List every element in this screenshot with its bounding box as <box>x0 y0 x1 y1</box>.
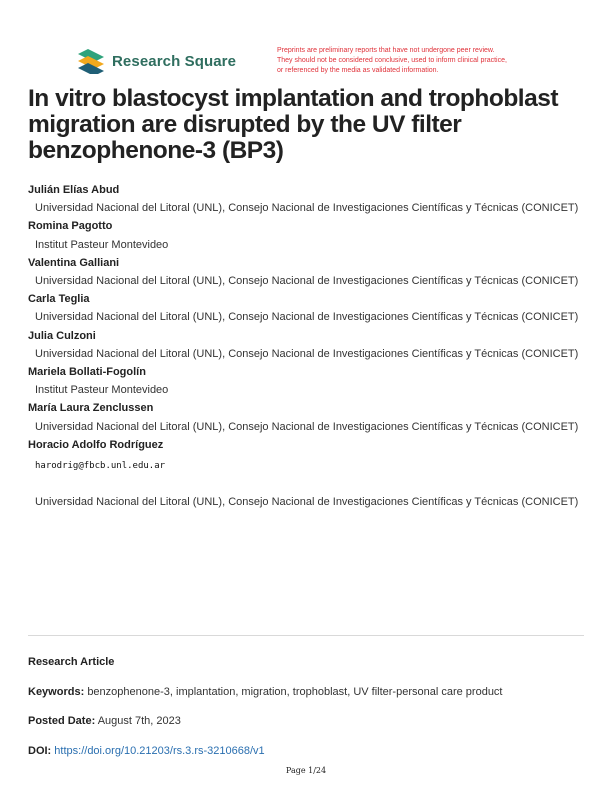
logo-text: Research Square <box>112 52 237 70</box>
author-name: María Laura Zenclussen <box>28 402 154 415</box>
article-type: Research Article <box>28 656 115 668</box>
keywords-value: benzophenone-3, implantation, migration, trophoblast, UV filter-personal care product <box>87 686 503 698</box>
disclaimer-line: Preprints are preliminary reports that have not undergone peer review. <box>277 47 495 54</box>
author-affiliation: Universidad Nacional del Litoral (UNL), Consejo Nacional de Investigaciones Científicas y Técnicas (CONICET) <box>35 420 579 433</box>
research-square-logo-icon <box>76 48 106 74</box>
author-affiliation: Institut Pasteur Montevideo <box>35 238 169 251</box>
disclaimer-line: or referenced by the media as validated information. <box>277 67 439 74</box>
page-number: Page 1/24 <box>285 766 327 775</box>
author-entry <box>28 436 590 512</box>
author-name: Julián Elías Abud <box>28 184 120 196</box>
author-list <box>28 181 590 511</box>
author-name: Valentina Galliani <box>28 256 120 269</box>
author-email-link[interactable]: harodrig@fbcb.unl.edu.ar <box>35 461 166 472</box>
keywords-line <box>28 686 503 698</box>
doi-link[interactable]: https://doi.org/10.21203/rs.3.rs-3210668/v1 <box>54 745 265 757</box>
author-name: Julia Culzoni <box>28 329 96 342</box>
research-square-logo[interactable] <box>76 48 236 74</box>
posted-date-value: August 7th, 2023 <box>97 715 181 727</box>
author-entry <box>28 363 590 399</box>
author-entry <box>28 290 590 326</box>
author-affiliation: Institut Pasteur Montevideo <box>35 384 169 397</box>
section-divider <box>28 635 584 636</box>
doi-line <box>28 745 265 757</box>
author-affiliation: Universidad Nacional del Litoral (UNL), Consejo Nacional de Investigaciones Científicas y Técnicas (CONICET) <box>35 347 579 360</box>
posted-date-line <box>28 715 181 727</box>
author-name: Mariela Bollati-Fogolín <box>28 366 146 379</box>
disclaimer-line: They should not be considered conclusive, used to inform clinical practice, <box>277 57 507 64</box>
author-name: Carla Teglia <box>28 293 90 306</box>
preprint-disclaimer <box>277 46 577 76</box>
author-affiliation: Universidad Nacional del Litoral (UNL), Consejo Nacional de Investigaciones Científicas y Técnicas (CONICET) <box>35 311 579 324</box>
author-affiliation: Universidad Nacional del Litoral (UNL), Consejo Nacional de Investigaciones Científicas y Técnicas (CONICET) <box>35 202 579 215</box>
author-entry <box>28 254 590 290</box>
author-entry <box>28 327 590 363</box>
author-name: Romina Pagotto <box>28 220 113 233</box>
keywords-label: Keywords: <box>28 686 85 698</box>
author-affiliation: Universidad Nacional del Litoral (UNL), Consejo Nacional de Investigaciones Científicas y Técnicas (CONICET) <box>35 496 579 509</box>
author-name: Horacio Adolfo Rodríguez <box>28 438 164 451</box>
posted-date-label: Posted Date: <box>28 715 96 727</box>
paper-title: In vitro blastocyst implantation and trophoblast migration are disrupted by the UV filter benzophenone-3 (BP3) <box>28 85 559 164</box>
author-entry <box>28 399 590 435</box>
author-entry <box>28 217 590 253</box>
author-affiliation: Universidad Nacional del Litoral (UNL), Consejo Nacional de Investigaciones Científicas y Técnicas (CONICET) <box>35 275 579 288</box>
author-entry <box>28 181 590 217</box>
doi-label: DOI: <box>28 745 52 757</box>
